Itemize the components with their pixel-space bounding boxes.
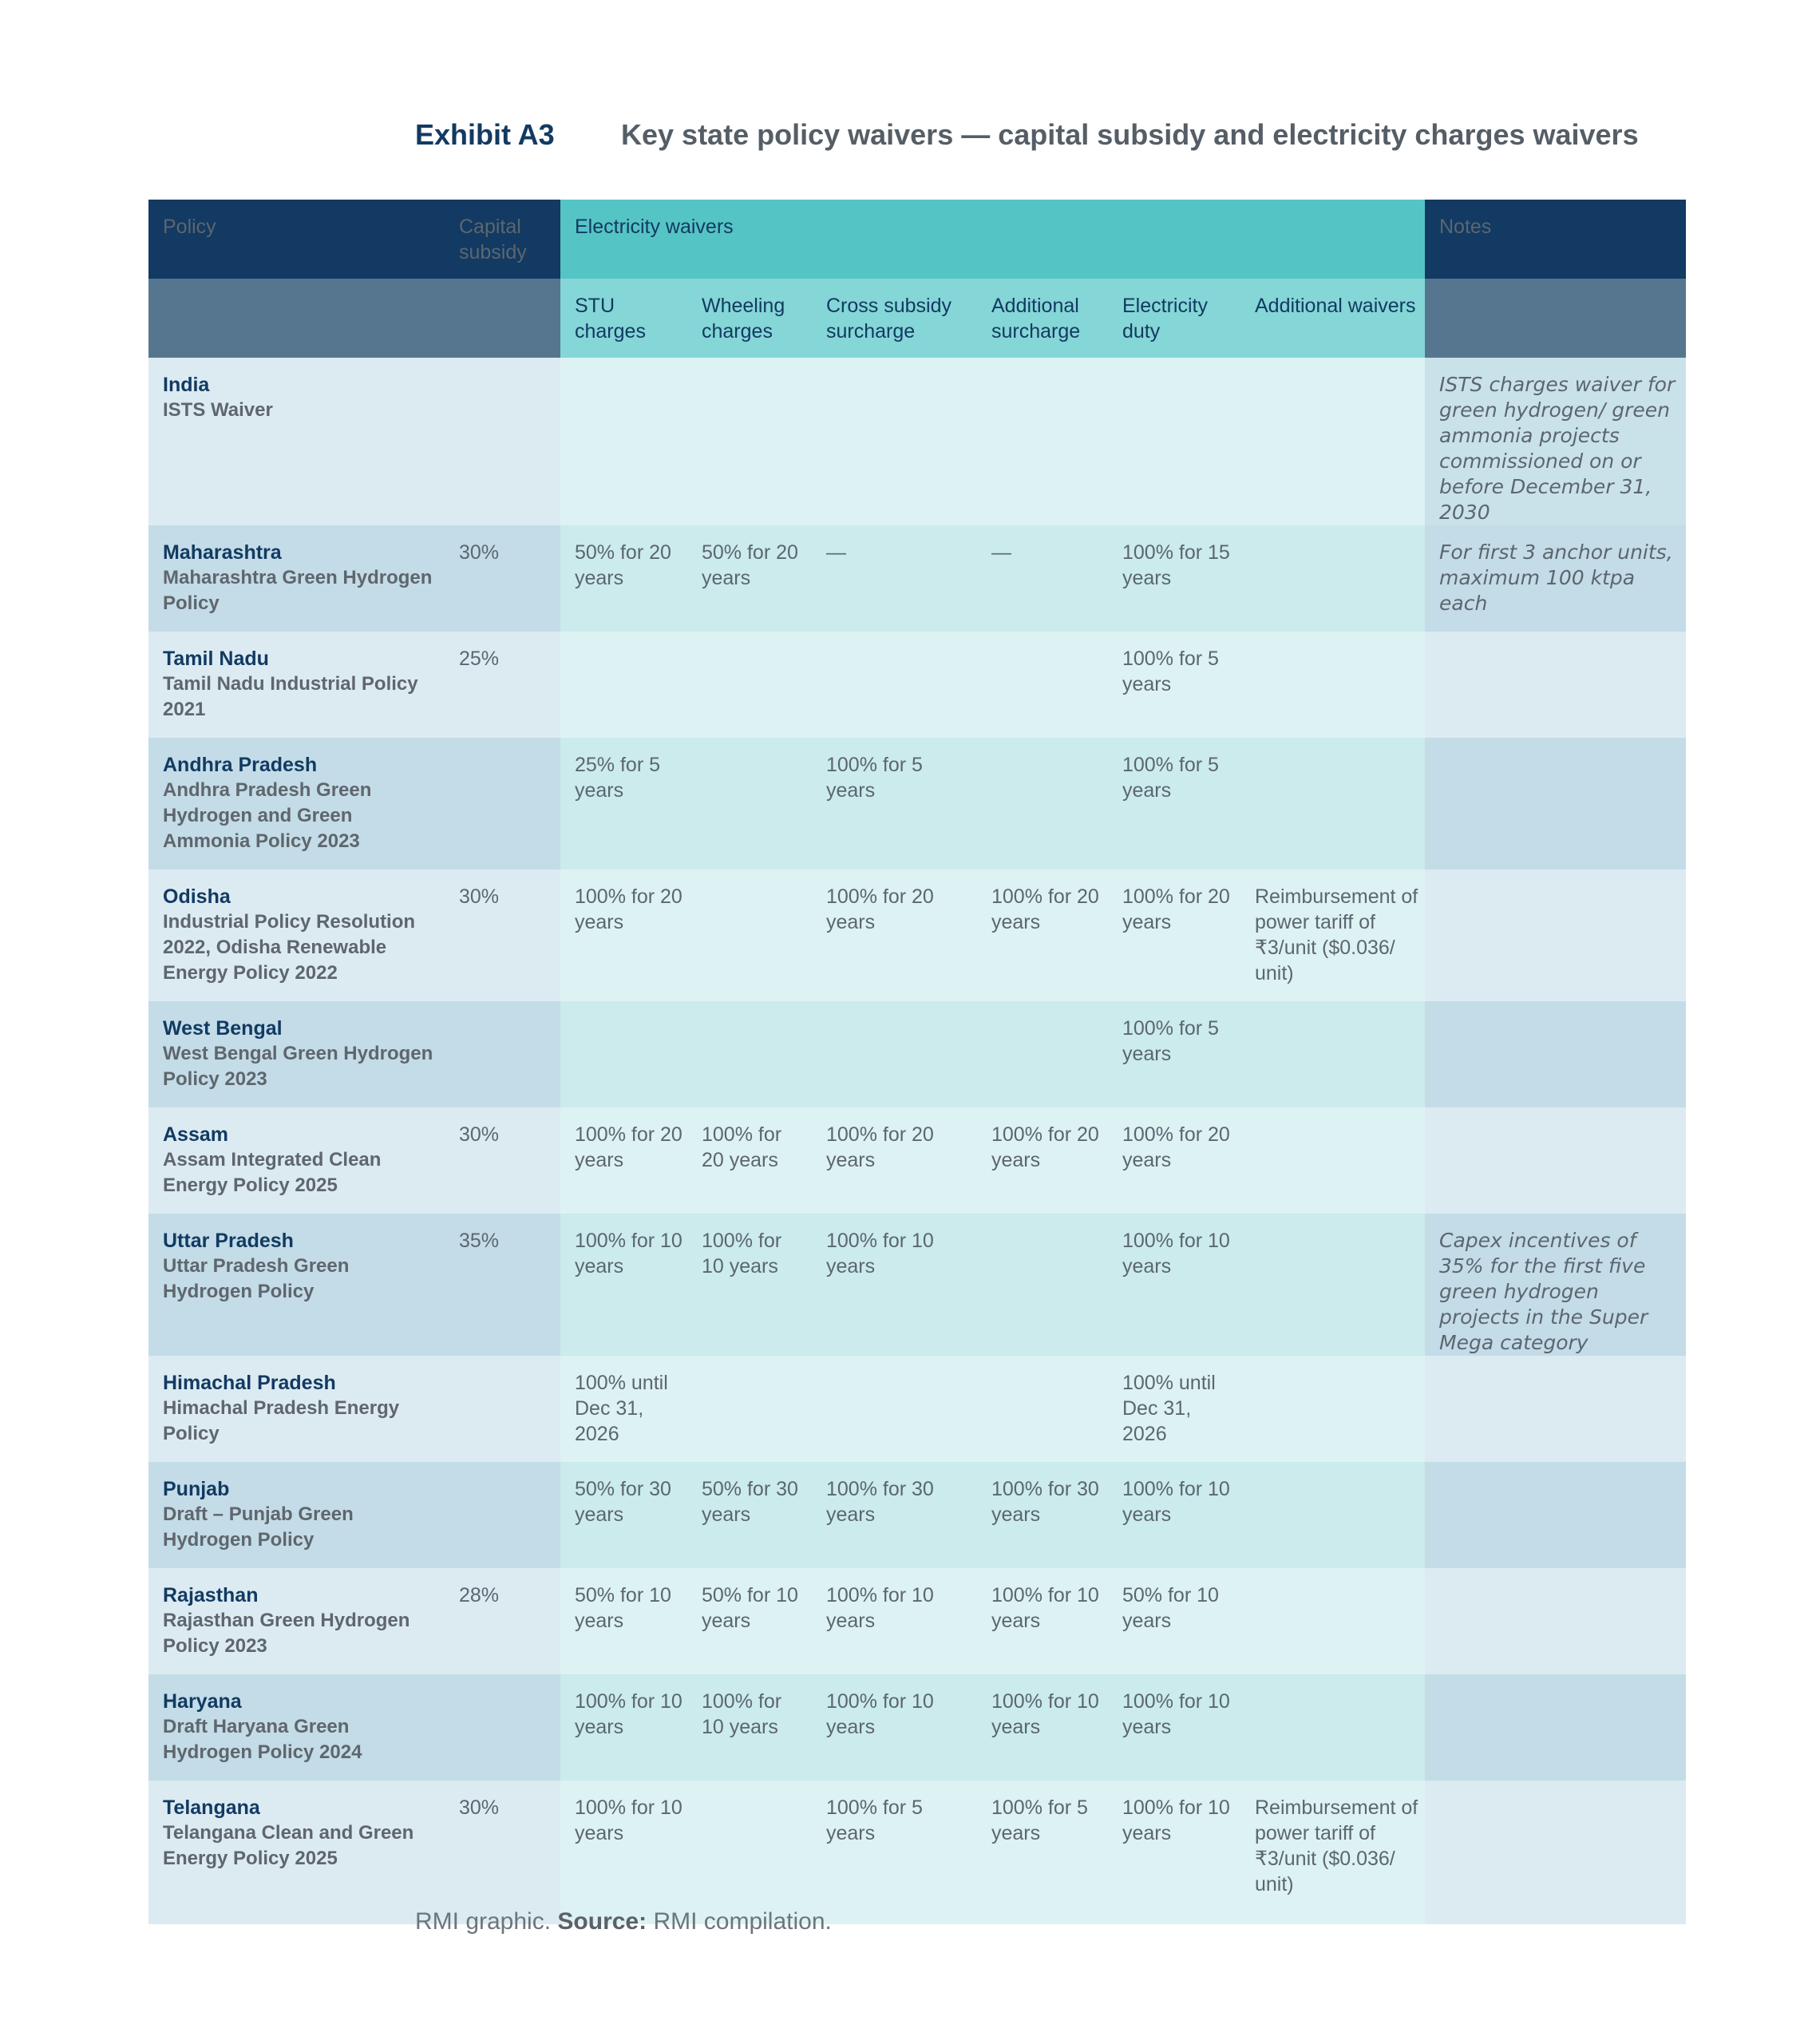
capital-subsidy-cell: 28% xyxy=(445,1568,560,1674)
table-row xyxy=(148,1462,1686,1568)
additional-waivers-cell xyxy=(1240,1001,1425,1107)
electricity-duty-cell: 50% for 10 years xyxy=(1108,1568,1240,1674)
electricity-duty-cell: 100% for 10 years xyxy=(1108,1462,1240,1568)
additional-surcharge-cell: 100% for 10 years xyxy=(977,1674,1108,1781)
stu-charges-cell xyxy=(560,358,687,525)
state-name: Himachal Pradesh xyxy=(163,1372,336,1394)
cross-subsidy-cell: 100% for 5 years xyxy=(812,1781,977,1924)
state-name: Telangana xyxy=(163,1796,260,1819)
policy-name: Tamil Nadu Industrial Policy 2021 xyxy=(163,673,418,720)
table-row xyxy=(148,869,1686,1001)
notes-cell: For first 3 anchor units, maximum 100 ktpa each xyxy=(1425,525,1686,632)
wheeling-charges-cell xyxy=(687,1001,812,1107)
electricity-duty-cell: 100% for 20 years xyxy=(1108,1107,1240,1214)
capital-subsidy-cell: 25% xyxy=(445,632,560,738)
notes-cell xyxy=(1425,869,1686,1001)
additional-waivers-cell xyxy=(1240,358,1425,525)
wheeling-charges-cell xyxy=(687,632,812,738)
header-additional-waivers: Additional waivers xyxy=(1240,279,1425,358)
header-blank-policy xyxy=(148,279,445,358)
capital-subsidy-cell: 30% xyxy=(445,1107,560,1214)
additional-surcharge-cell: 100% for 20 years xyxy=(977,869,1108,1001)
table-row xyxy=(148,1107,1686,1214)
additional-surcharge-cell xyxy=(977,1001,1108,1107)
policy-cell xyxy=(148,358,445,525)
policy-cell xyxy=(148,632,445,738)
state-name: Assam xyxy=(163,1123,228,1146)
cross-subsidy-cell: — xyxy=(812,525,977,632)
electricity-duty-cell: 100% for 10 years xyxy=(1108,1674,1240,1781)
stu-charges-cell: 50% for 10 years xyxy=(560,1568,687,1674)
electricity-duty-cell: 100% for 10 years xyxy=(1108,1214,1240,1356)
stu-charges-cell: 50% for 30 years xyxy=(560,1462,687,1568)
policy-cell xyxy=(148,1107,445,1214)
cross-subsidy-cell xyxy=(812,632,977,738)
cross-subsidy-cell: 100% for 10 years xyxy=(812,1214,977,1356)
state-name: Punjab xyxy=(163,1478,230,1500)
header-blank-capital xyxy=(445,279,560,358)
capital-subsidy-cell xyxy=(445,358,560,525)
notes-cell xyxy=(1425,1568,1686,1674)
table-row xyxy=(148,1674,1686,1781)
state-name: India xyxy=(163,374,210,396)
table-body xyxy=(148,358,1686,1924)
stu-charges-cell: 100% for 10 years xyxy=(560,1214,687,1356)
exhibit-title-row xyxy=(415,118,1639,158)
electricity-duty-cell: 100% for 5 years xyxy=(1108,1001,1240,1107)
header-blank-notes xyxy=(1425,279,1686,358)
wheeling-charges-cell xyxy=(687,738,812,869)
capital-subsidy-cell xyxy=(445,738,560,869)
header-row-primary xyxy=(148,200,1686,279)
stu-charges-cell: 100% for 20 years xyxy=(560,869,687,1001)
additional-surcharge-cell: 100% for 20 years xyxy=(977,1107,1108,1214)
stu-charges-cell: 100% for 10 years xyxy=(560,1674,687,1781)
policy-name: Assam Integrated Clean Energy Policy 2025 xyxy=(163,1149,382,1196)
header-policy: Policy xyxy=(148,200,445,279)
cross-subsidy-cell: 100% for 20 years xyxy=(812,1107,977,1214)
electricity-duty-cell: 100% until Dec 31, 2026 xyxy=(1108,1356,1240,1462)
table-row xyxy=(148,1781,1686,1924)
notes-cell xyxy=(1425,1674,1686,1781)
wheeling-charges-cell: 50% for 20 years xyxy=(687,525,812,632)
electricity-duty-cell: 100% for 5 years xyxy=(1108,632,1240,738)
notes-cell xyxy=(1425,1356,1686,1462)
wheeling-charges-cell: 100% for 10 years xyxy=(687,1674,812,1781)
header-cross-subsidy-surcharge: Cross subsidy surcharge xyxy=(812,279,977,358)
additional-surcharge-cell: 100% for 30 years xyxy=(977,1462,1108,1568)
table-row xyxy=(148,1568,1686,1674)
wheeling-charges-cell: 50% for 30 years xyxy=(687,1462,812,1568)
header-electricity-waivers: Electricity waivers xyxy=(560,200,1425,279)
wheeling-charges-cell xyxy=(687,1781,812,1924)
capital-subsidy-cell xyxy=(445,1462,560,1568)
policy-cell xyxy=(148,1568,445,1674)
caption-source-label: Source: xyxy=(557,1908,647,1935)
additional-surcharge-cell: 100% for 10 years xyxy=(977,1568,1108,1674)
capital-subsidy-cell: 30% xyxy=(445,525,560,632)
additional-waivers-cell xyxy=(1240,738,1425,869)
cross-subsidy-cell: 100% for 30 years xyxy=(812,1462,977,1568)
additional-waivers-cell xyxy=(1240,632,1425,738)
stu-charges-cell xyxy=(560,632,687,738)
wheeling-charges-cell xyxy=(687,358,812,525)
policy-name: Industrial Policy Resolution 2022, Odisha Renewable Energy Policy 2022 xyxy=(163,911,416,984)
additional-surcharge-cell xyxy=(977,738,1108,869)
cross-subsidy-cell xyxy=(812,358,977,525)
capital-subsidy-cell: 35% xyxy=(445,1214,560,1356)
policy-name: Rajasthan Green Hydrogen Policy 2023 xyxy=(163,1610,410,1657)
additional-waivers-cell xyxy=(1240,1356,1425,1462)
wheeling-charges-cell xyxy=(687,1356,812,1462)
policy-name: West Bengal Green Hydrogen Policy 2023 xyxy=(163,1043,433,1090)
additional-waivers-cell xyxy=(1240,1214,1425,1356)
cross-subsidy-cell: 100% for 20 years xyxy=(812,869,977,1001)
state-name: Tamil Nadu xyxy=(163,648,269,670)
state-name: Haryana xyxy=(163,1690,242,1713)
exhibit-label: Exhibit A3 xyxy=(415,118,555,151)
cross-subsidy-cell: 100% for 5 years xyxy=(812,738,977,869)
additional-surcharge-cell xyxy=(977,632,1108,738)
policy-name: Draft – Punjab Green Hydrogen Policy xyxy=(163,1503,354,1551)
state-name: Odisha xyxy=(163,885,231,908)
additional-surcharge-cell: — xyxy=(977,525,1108,632)
stu-charges-cell: 50% for 20 years xyxy=(560,525,687,632)
header-additional-surcharge: Additional surcharge xyxy=(977,279,1108,358)
notes-cell xyxy=(1425,1781,1686,1924)
caption-prefix: RMI graphic. xyxy=(415,1908,552,1935)
additional-surcharge-cell: 100% for 5 years xyxy=(977,1781,1108,1924)
additional-waivers-cell xyxy=(1240,1107,1425,1214)
capital-subsidy-cell: 30% xyxy=(445,1781,560,1924)
header-notes: Notes xyxy=(1425,200,1686,279)
policy-cell xyxy=(148,738,445,869)
notes-cell xyxy=(1425,1107,1686,1214)
capital-subsidy-cell xyxy=(445,1356,560,1462)
header-wheeling-charges: Wheeling charges xyxy=(687,279,812,358)
additional-surcharge-cell xyxy=(977,1356,1108,1462)
additional-waivers-cell xyxy=(1240,1462,1425,1568)
policy-cell xyxy=(148,869,445,1001)
wheeling-charges-cell xyxy=(687,869,812,1001)
notes-cell: ISTS charges waiver for green hydrogen/ green ammonia projects commissioned on or before December 31, 2030 xyxy=(1425,358,1686,525)
state-name: West Bengal xyxy=(163,1017,283,1040)
cross-subsidy-cell xyxy=(812,1001,977,1107)
wheeling-charges-cell: 50% for 10 years xyxy=(687,1568,812,1674)
state-name: Maharashtra xyxy=(163,541,282,564)
header-row-secondary xyxy=(148,279,1686,358)
stu-charges-cell: 100% for 20 years xyxy=(560,1107,687,1214)
electricity-duty-cell xyxy=(1108,358,1240,525)
wheeling-charges-cell: 100% for 10 years xyxy=(687,1214,812,1356)
caption-source-text: RMI compilation. xyxy=(653,1908,832,1935)
cross-subsidy-cell: 100% for 10 years xyxy=(812,1674,977,1781)
policy-cell xyxy=(148,1214,445,1356)
policy-cell xyxy=(148,1674,445,1781)
policy-cell xyxy=(148,1001,445,1107)
state-name: Uttar Pradesh xyxy=(163,1230,294,1252)
stu-charges-cell: 100% for 10 years xyxy=(560,1781,687,1924)
policy-cell xyxy=(148,525,445,632)
additional-surcharge-cell xyxy=(977,1214,1108,1356)
header-stu-charges: STU charges xyxy=(560,279,687,358)
additional-waivers-cell: Reimbursement of power tariff of ₹3/unit ($0.036/ unit) xyxy=(1240,1781,1425,1924)
additional-waivers-cell: Reimbursement of power tariff of ₹3/unit ($0.036/ unit) xyxy=(1240,869,1425,1001)
electricity-duty-cell: 100% for 5 years xyxy=(1108,738,1240,869)
policy-name: Himachal Pradesh Energy Policy xyxy=(163,1397,400,1444)
cross-subsidy-cell: 100% for 10 years xyxy=(812,1568,977,1674)
capital-subsidy-cell xyxy=(445,1001,560,1107)
policy-name: Draft Haryana Green Hydrogen Policy 2024 xyxy=(163,1716,362,1763)
wheeling-charges-cell: 100% for 20 years xyxy=(687,1107,812,1214)
additional-waivers-cell xyxy=(1240,1674,1425,1781)
notes-cell: Capex incentives of 35% for the first five green hydrogen projects in the Super Mega category xyxy=(1425,1214,1686,1356)
state-name: Andhra Pradesh xyxy=(163,754,318,776)
policy-cell xyxy=(148,1462,445,1568)
cross-subsidy-cell xyxy=(812,1356,977,1462)
policy-name: Uttar Pradesh Green Hydrogen Policy xyxy=(163,1255,350,1302)
capital-subsidy-cell: 30% xyxy=(445,869,560,1001)
additional-waivers-cell xyxy=(1240,1568,1425,1674)
notes-cell xyxy=(1425,1462,1686,1568)
notes-cell xyxy=(1425,1001,1686,1107)
table-row xyxy=(148,1001,1686,1107)
policy-name: Andhra Pradesh Green Hydrogen and Green Ammonia Policy 2023 xyxy=(163,779,372,852)
figure-caption xyxy=(415,1908,832,1935)
policy-name: Maharashtra Green Hydrogen Policy xyxy=(163,567,433,614)
header-electricity-duty: Electricity duty xyxy=(1108,279,1240,358)
table-row xyxy=(148,525,1686,632)
header-capital-subsidy: Capital subsidy xyxy=(445,200,560,279)
electricity-duty-cell: 100% for 10 years xyxy=(1108,1781,1240,1924)
stu-charges-cell: 25% for 5 years xyxy=(560,738,687,869)
table-row xyxy=(148,358,1686,525)
table-row xyxy=(148,1214,1686,1356)
state-name: Rajasthan xyxy=(163,1584,259,1606)
additional-waivers-cell xyxy=(1240,525,1425,632)
exhibit-title: Key state policy waivers — capital subsidy and electricity charges waivers xyxy=(621,118,1639,151)
notes-cell xyxy=(1425,632,1686,738)
notes-cell xyxy=(1425,738,1686,869)
policy-waivers-table xyxy=(148,200,1686,1924)
policy-name: Telangana Clean and Green Energy Policy 2025 xyxy=(163,1822,414,1869)
electricity-duty-cell: 100% for 15 years xyxy=(1108,525,1240,632)
additional-surcharge-cell xyxy=(977,358,1108,525)
stu-charges-cell: 100% until Dec 31, 2026 xyxy=(560,1356,687,1462)
policy-cell xyxy=(148,1356,445,1462)
table-row xyxy=(148,738,1686,869)
table-row xyxy=(148,1356,1686,1462)
stu-charges-cell xyxy=(560,1001,687,1107)
table-row xyxy=(148,632,1686,738)
electricity-duty-cell: 100% for 20 years xyxy=(1108,869,1240,1001)
policy-name: ISTS Waiver xyxy=(163,399,273,421)
policy-cell xyxy=(148,1781,445,1924)
capital-subsidy-cell xyxy=(445,1674,560,1781)
